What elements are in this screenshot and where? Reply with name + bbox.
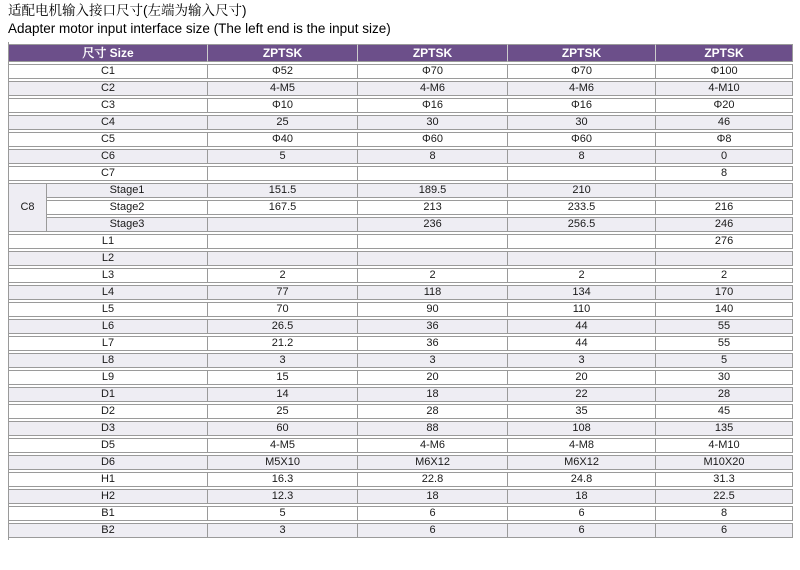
value-cell: 3 (208, 523, 358, 538)
value-cell: 5 (208, 506, 358, 521)
value-cell: 3 (208, 353, 358, 368)
value-cell: 22 (508, 387, 656, 402)
row-label: L1 (9, 234, 208, 249)
table-row (9, 183, 793, 198)
value-cell: 170 (656, 285, 793, 300)
table-row (9, 217, 793, 232)
value-cell: 36 (358, 319, 508, 334)
dimension-table (8, 42, 793, 540)
row-label: D2 (9, 404, 208, 419)
value-cell: 5 (208, 149, 358, 164)
row-label: C6 (9, 149, 208, 164)
value-cell: 4-M6 (358, 81, 508, 96)
value-cell: 108 (508, 421, 656, 436)
value-cell: 6 (656, 523, 793, 538)
value-cell: 21.2 (208, 336, 358, 351)
row-label: L2 (9, 251, 208, 266)
value-cell: 28 (656, 387, 793, 402)
value-cell: 20 (358, 370, 508, 385)
row-label: C7 (9, 166, 208, 181)
value-cell: 8 (656, 506, 793, 521)
value-cell: 4-M6 (358, 438, 508, 453)
value-cell: 210 (508, 183, 656, 198)
value-cell: Φ60 (358, 132, 508, 147)
value-cell: 151.5 (208, 183, 358, 198)
value-cell: Φ52 (208, 64, 358, 79)
table-row (9, 115, 793, 130)
value-cell: 31.3 (656, 472, 793, 487)
value-cell (656, 251, 793, 266)
value-cell: 45 (656, 404, 793, 419)
table-row (9, 132, 793, 147)
row-label: D3 (9, 421, 208, 436)
row-label: H2 (9, 489, 208, 504)
value-cell: 0 (656, 149, 793, 164)
value-cell: 110 (508, 302, 656, 317)
header-size-column: 尺寸 Size (9, 44, 208, 62)
row-label: B1 (9, 506, 208, 521)
value-cell: 60 (208, 421, 358, 436)
value-cell: Φ40 (208, 132, 358, 147)
header-zptsk-column: ZPTSK (656, 44, 793, 62)
row-label: L8 (9, 353, 208, 368)
value-cell: 233.5 (508, 200, 656, 215)
table-row (9, 166, 793, 181)
value-cell (358, 251, 508, 266)
table-header (9, 44, 793, 62)
value-cell: Φ100 (656, 64, 793, 79)
value-cell: 236 (358, 217, 508, 232)
value-cell: 22.5 (656, 489, 793, 504)
value-cell: 6 (508, 506, 656, 521)
value-cell: Φ70 (508, 64, 656, 79)
value-cell (358, 234, 508, 249)
value-cell: 77 (208, 285, 358, 300)
value-cell: 118 (358, 285, 508, 300)
table-row (9, 421, 793, 436)
value-cell: 2 (656, 268, 793, 283)
table-body (9, 64, 793, 538)
row-label: C5 (9, 132, 208, 147)
value-cell: Φ16 (358, 98, 508, 113)
table-row (9, 370, 793, 385)
table-row (9, 336, 793, 351)
value-cell: 26.5 (208, 319, 358, 334)
value-cell: 8 (656, 166, 793, 181)
table-row (9, 387, 793, 402)
value-cell: Φ60 (508, 132, 656, 147)
row-label: Stage1 (47, 183, 208, 198)
row-label: C3 (9, 98, 208, 113)
row-label: L4 (9, 285, 208, 300)
value-cell: 35 (508, 404, 656, 419)
value-cell: 2 (358, 268, 508, 283)
value-cell (208, 166, 358, 181)
value-cell: 12.3 (208, 489, 358, 504)
value-cell: 44 (508, 319, 656, 334)
row-label: D1 (9, 387, 208, 402)
value-cell: 246 (656, 217, 793, 232)
value-cell: 18 (358, 489, 508, 504)
value-cell: 134 (508, 285, 656, 300)
value-cell: 20 (508, 370, 656, 385)
header-zptsk-column: ZPTSK (508, 44, 656, 62)
value-cell: 36 (358, 336, 508, 351)
table-row (9, 149, 793, 164)
value-cell: 4-M5 (208, 438, 358, 453)
value-cell: Φ16 (508, 98, 656, 113)
value-cell: 189.5 (358, 183, 508, 198)
row-label: L9 (9, 370, 208, 385)
value-cell: Φ8 (656, 132, 793, 147)
value-cell: 30 (508, 115, 656, 130)
value-cell: 25 (208, 404, 358, 419)
table-row (9, 268, 793, 283)
value-cell: 2 (508, 268, 656, 283)
table-row (9, 353, 793, 368)
table-row (9, 404, 793, 419)
value-cell (208, 217, 358, 232)
value-cell: Φ20 (656, 98, 793, 113)
header-zptsk-column: ZPTSK (358, 44, 508, 62)
value-cell: 3 (508, 353, 656, 368)
value-cell: 46 (656, 115, 793, 130)
table-row (9, 64, 793, 79)
value-cell (508, 234, 656, 249)
table-row (9, 81, 793, 96)
value-cell: 24.8 (508, 472, 656, 487)
title-english: Adapter motor input interface size (The left end is the input size) (8, 21, 391, 36)
value-cell (656, 183, 793, 198)
table-row (9, 438, 793, 453)
row-label: L6 (9, 319, 208, 334)
row-group-label: C8 (9, 183, 47, 232)
value-cell: 30 (358, 115, 508, 130)
value-cell: 6 (508, 523, 656, 538)
value-cell: 22.8 (358, 472, 508, 487)
row-label: B2 (9, 523, 208, 538)
value-cell: 44 (508, 336, 656, 351)
value-cell: 88 (358, 421, 508, 436)
value-cell: 4-M10 (656, 438, 793, 453)
value-cell: 6 (358, 506, 508, 521)
value-cell: M6X12 (358, 455, 508, 470)
value-cell: 14 (208, 387, 358, 402)
value-cell: M6X12 (508, 455, 656, 470)
value-cell (508, 166, 656, 181)
table-row (9, 200, 793, 215)
value-cell: 90 (358, 302, 508, 317)
table-row (9, 302, 793, 317)
value-cell: 140 (656, 302, 793, 317)
value-cell: Φ70 (358, 64, 508, 79)
row-label: H1 (9, 472, 208, 487)
value-cell: 4-M6 (508, 81, 656, 96)
value-cell: 55 (656, 319, 793, 334)
value-cell: 6 (358, 523, 508, 538)
value-cell: M10X20 (656, 455, 793, 470)
table-row (9, 98, 793, 113)
row-label: D6 (9, 455, 208, 470)
value-cell: 216 (656, 200, 793, 215)
table-row (9, 472, 793, 487)
value-cell: 15 (208, 370, 358, 385)
row-label: L7 (9, 336, 208, 351)
value-cell: 8 (508, 149, 656, 164)
header-zptsk-column: ZPTSK (208, 44, 358, 62)
value-cell: 70 (208, 302, 358, 317)
value-cell: 55 (656, 336, 793, 351)
value-cell: M5X10 (208, 455, 358, 470)
value-cell: 213 (358, 200, 508, 215)
value-cell (208, 234, 358, 249)
title-chinese: 适配电机输入接口尺寸(左端为输入尺寸) (8, 3, 247, 18)
row-label: L3 (9, 268, 208, 283)
value-cell: 135 (656, 421, 793, 436)
value-cell: 25 (208, 115, 358, 130)
value-cell: 16.3 (208, 472, 358, 487)
value-cell: 276 (656, 234, 793, 249)
value-cell: 4-M8 (508, 438, 656, 453)
value-cell (508, 251, 656, 266)
value-cell: 28 (358, 404, 508, 419)
value-cell: 30 (656, 370, 793, 385)
value-cell: Φ10 (208, 98, 358, 113)
value-cell: 18 (508, 489, 656, 504)
value-cell (358, 166, 508, 181)
table-row (9, 489, 793, 504)
header-row (9, 44, 793, 62)
value-cell: 167.5 (208, 200, 358, 215)
row-label: C2 (9, 81, 208, 96)
row-label: Stage3 (47, 217, 208, 232)
value-cell: 2 (208, 268, 358, 283)
value-cell: 4-M10 (656, 81, 793, 96)
table-row (9, 285, 793, 300)
value-cell: 5 (656, 353, 793, 368)
table-row (9, 234, 793, 249)
row-label: L5 (9, 302, 208, 317)
table-row (9, 251, 793, 266)
table-row (9, 319, 793, 334)
row-label: C4 (9, 115, 208, 130)
row-label: D5 (9, 438, 208, 453)
row-label: Stage2 (47, 200, 208, 215)
table-row (9, 506, 793, 521)
value-cell: 256.5 (508, 217, 656, 232)
value-cell: 18 (358, 387, 508, 402)
value-cell (208, 251, 358, 266)
row-label: C1 (9, 64, 208, 79)
value-cell: 4-M5 (208, 81, 358, 96)
table-row (9, 455, 793, 470)
value-cell: 3 (358, 353, 508, 368)
table-row (9, 523, 793, 538)
value-cell: 8 (358, 149, 508, 164)
